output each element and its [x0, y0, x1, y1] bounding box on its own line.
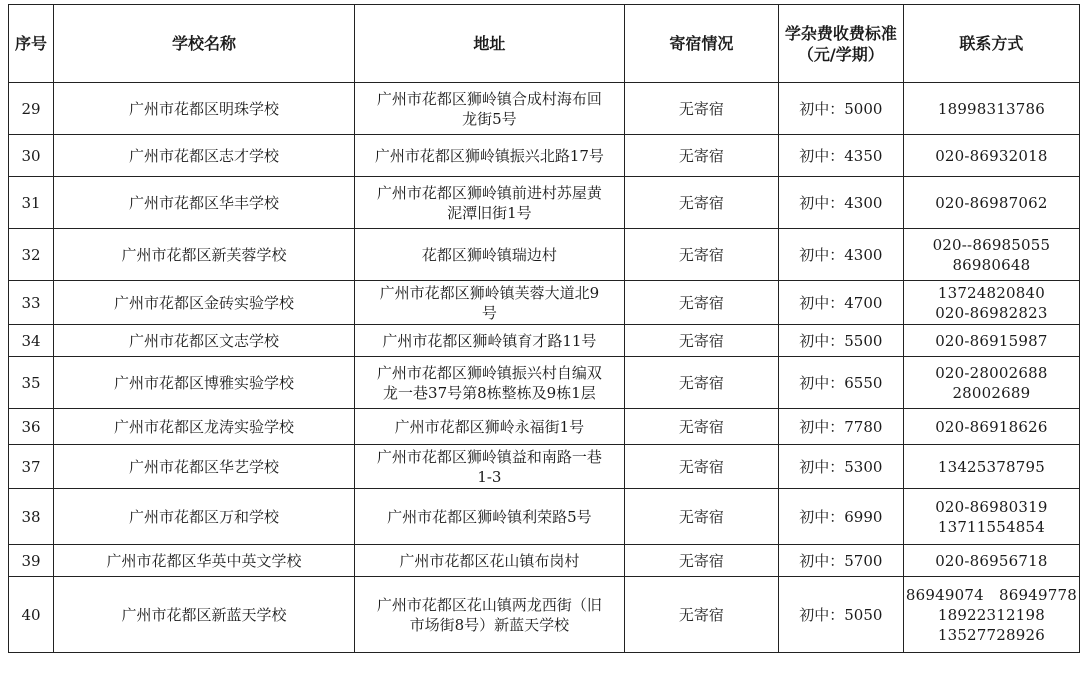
cell-fee: 初中：4350 — [778, 135, 903, 177]
cell-school-name: 广州市花都区新芙蓉学校 — [53, 229, 354, 281]
cell-contact-line: 020-86915987 — [935, 331, 1048, 350]
cell-contact — [903, 577, 1079, 653]
cell-contact — [903, 135, 1079, 177]
cell-address-line: 广州市花都区花山镇布岗村 — [399, 551, 580, 570]
table-row — [9, 83, 1080, 135]
cell-boarding: 无寄宿 — [624, 577, 778, 653]
cell-contact-line: 020-86980319 — [935, 497, 1048, 516]
cell-school-name: 广州市花都区新蓝天学校 — [53, 577, 354, 653]
cell-address — [354, 489, 624, 545]
cell-seq: 40 — [9, 577, 54, 653]
cell-fee: 初中：6550 — [778, 357, 903, 409]
cell-address — [354, 409, 624, 445]
cell-school-name: 广州市花都区龙涛实验学校 — [53, 409, 354, 445]
cell-seq: 29 — [9, 83, 54, 135]
cell-contact — [903, 357, 1079, 409]
cell-fee: 初中：5300 — [778, 445, 903, 489]
cell-school-name: 广州市花都区金砖实验学校 — [53, 281, 354, 325]
cell-address — [354, 445, 624, 489]
cell-address-line: 广州市花都区狮岭镇振兴北路17号 — [374, 146, 604, 165]
cell-contact — [903, 409, 1079, 445]
cell-boarding: 无寄宿 — [624, 545, 778, 577]
table-row — [9, 229, 1080, 281]
cell-address-line: 号 — [481, 303, 497, 322]
cell-address-line: 泥潭旧街1号 — [447, 203, 532, 222]
cell-contact-line: 020-86918626 — [935, 417, 1048, 436]
cell-seq: 37 — [9, 445, 54, 489]
cell-contact-line: 18922312198 — [937, 605, 1046, 624]
cell-contact-line: 020--86985055 — [932, 235, 1051, 254]
cell-address — [354, 325, 624, 357]
cell-fee: 初中：4300 — [778, 229, 903, 281]
header-seq: 序号 — [9, 5, 54, 83]
cell-seq: 34 — [9, 325, 54, 357]
cell-boarding: 无寄宿 — [624, 325, 778, 357]
cell-address — [354, 135, 624, 177]
table-row — [9, 409, 1080, 445]
cell-fee: 初中：7780 — [778, 409, 903, 445]
cell-contact — [903, 83, 1079, 135]
cell-fee: 初中：6990 — [778, 489, 903, 545]
cell-address-line: 市场街8号）新蓝天学校 — [409, 615, 570, 634]
cell-boarding: 无寄宿 — [624, 229, 778, 281]
header-fee — [778, 5, 903, 83]
table-row — [9, 325, 1080, 357]
cell-address-line: 广州市花都区狮岭镇合成村海布回 — [376, 89, 602, 108]
table-body — [9, 83, 1080, 653]
cell-boarding: 无寄宿 — [624, 83, 778, 135]
cell-fee: 初中：5700 — [778, 545, 903, 577]
cell-seq: 30 — [9, 135, 54, 177]
cell-contact — [903, 325, 1079, 357]
header-contact: 联系方式 — [903, 5, 1079, 83]
cell-address-line: 广州市花都区狮岭镇利荣路5号 — [387, 507, 592, 526]
cell-contact-line: 13724820840 — [937, 283, 1046, 302]
cell-address-line: 广州市花都区花山镇两龙西街（旧 — [376, 595, 602, 614]
header-school-name: 学校名称 — [53, 5, 354, 83]
cell-address-line: 1-3 — [477, 467, 502, 486]
cell-contact — [903, 445, 1079, 489]
table-row — [9, 135, 1080, 177]
cell-contact — [903, 489, 1079, 545]
cell-fee: 初中：5050 — [778, 577, 903, 653]
cell-address-line: 龙一巷37号第8栋整栋及9栋1层 — [383, 383, 596, 402]
cell-contact-line: 020-86982823 — [935, 303, 1048, 322]
header-boarding: 寄宿情况 — [624, 5, 778, 83]
cell-contact-line: 13711554854 — [937, 517, 1046, 536]
cell-address-line: 广州市花都区狮岭镇芙蓉大道北9 — [379, 283, 600, 302]
cell-contact-line: 86980648 — [952, 255, 1031, 274]
table-row — [9, 577, 1080, 653]
cell-school-name: 广州市花都区明珠学校 — [53, 83, 354, 135]
cell-fee: 初中：4700 — [778, 281, 903, 325]
cell-address-line: 广州市花都区狮岭镇益和南路一巷 — [376, 447, 602, 466]
cell-school-name: 广州市花都区博雅实验学校 — [53, 357, 354, 409]
cell-boarding: 无寄宿 — [624, 357, 778, 409]
cell-boarding: 无寄宿 — [624, 445, 778, 489]
cell-address-line: 龙街5号 — [462, 109, 517, 128]
school-fee-table — [8, 4, 1080, 653]
cell-fee: 初中：4300 — [778, 177, 903, 229]
header-row — [9, 5, 1080, 83]
cell-boarding: 无寄宿 — [624, 409, 778, 445]
cell-address-line: 广州市花都区狮岭永福街1号 — [394, 417, 585, 436]
cell-fee: 初中：5000 — [778, 83, 903, 135]
cell-contact-line: 020-86987062 — [935, 193, 1048, 212]
cell-fee: 初中：5500 — [778, 325, 903, 357]
cell-contact-line: 86949074 86949778 — [905, 585, 1077, 604]
header-fee-line1: 学杂费收费标准 — [784, 23, 897, 43]
cell-seq: 35 — [9, 357, 54, 409]
cell-school-name: 广州市花都区志才学校 — [53, 135, 354, 177]
table-row — [9, 357, 1080, 409]
header-address: 地址 — [354, 5, 624, 83]
cell-seq: 39 — [9, 545, 54, 577]
cell-boarding: 无寄宿 — [624, 177, 778, 229]
cell-seq: 31 — [9, 177, 54, 229]
table-row — [9, 489, 1080, 545]
cell-seq: 33 — [9, 281, 54, 325]
cell-address-line: 花都区狮岭镇瑞边村 — [421, 245, 557, 264]
cell-seq: 36 — [9, 409, 54, 445]
cell-contact-line: 13425378795 — [937, 457, 1046, 476]
cell-address — [354, 177, 624, 229]
cell-address — [354, 281, 624, 325]
cell-address — [354, 229, 624, 281]
cell-contact-line: 020-86956718 — [935, 551, 1048, 570]
cell-contact-line: 020-86932018 — [935, 146, 1048, 165]
cell-school-name: 广州市花都区华英中英文学校 — [53, 545, 354, 577]
cell-address-line: 广州市花都区狮岭镇前进村苏屋黄 — [376, 183, 602, 202]
cell-school-name: 广州市花都区万和学校 — [53, 489, 354, 545]
header-fee-line2: （元/学期） — [797, 44, 884, 64]
cell-contact — [903, 229, 1079, 281]
cell-boarding: 无寄宿 — [624, 281, 778, 325]
cell-school-name: 广州市花都区华丰学校 — [53, 177, 354, 229]
table-row — [9, 445, 1080, 489]
cell-school-name: 广州市花都区文志学校 — [53, 325, 354, 357]
cell-contact-line: 18998313786 — [937, 99, 1046, 118]
cell-seq: 38 — [9, 489, 54, 545]
cell-boarding: 无寄宿 — [624, 135, 778, 177]
cell-school-name: 广州市花都区华艺学校 — [53, 445, 354, 489]
cell-contact-line: 020-28002688 — [935, 363, 1048, 382]
cell-contact — [903, 545, 1079, 577]
cell-boarding: 无寄宿 — [624, 489, 778, 545]
cell-address-line: 广州市花都区狮岭镇育才路11号 — [382, 331, 597, 350]
cell-address — [354, 545, 624, 577]
cell-address — [354, 577, 624, 653]
table-row — [9, 281, 1080, 325]
table-row — [9, 545, 1080, 577]
cell-address — [354, 83, 624, 135]
cell-contact-line: 28002689 — [952, 383, 1031, 402]
cell-address — [354, 357, 624, 409]
cell-contact — [903, 281, 1079, 325]
cell-address-line: 广州市花都区狮岭镇振兴村自编双 — [376, 363, 602, 382]
table-row — [9, 177, 1080, 229]
cell-contact-line: 13527728926 — [937, 625, 1046, 644]
cell-contact — [903, 177, 1079, 229]
cell-seq: 32 — [9, 229, 54, 281]
